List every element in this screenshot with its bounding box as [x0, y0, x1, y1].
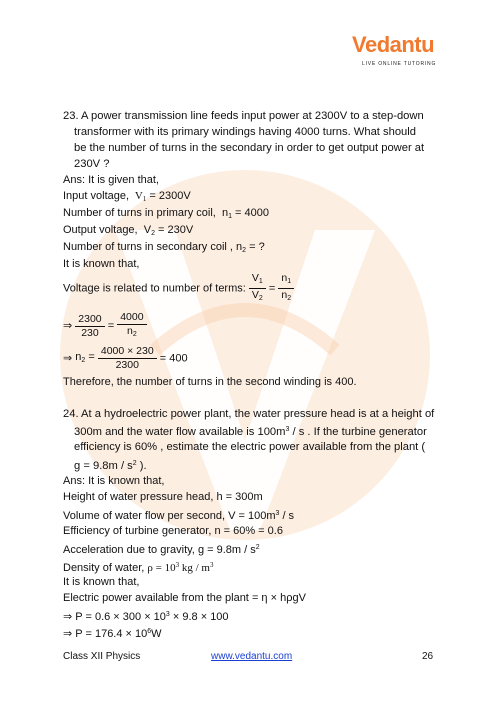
q24-line2: 300m and the water flow available is $100m^3$ / s . If the turbine generator — [74, 426, 427, 438]
q23-line2: transformer with its primary windings having 4000 turns. What should — [74, 126, 416, 138]
implies-icon: ⇒ — [63, 352, 73, 365]
q24-line2b: . If the turbine generator — [307, 426, 427, 438]
q23-conclusion-val: 400 — [335, 376, 354, 388]
implies-icon: ⇒ — [63, 611, 73, 623]
q24-eff — [63, 523, 283, 539]
q23-output: Output voltage, $V_2 = 230V$ — [63, 224, 194, 237]
q23-ans: Ans: It is given that, — [63, 174, 159, 186]
q24-calc1-text: P = 0.6 × 300 × 10 — [75, 611, 166, 623]
step1-den-l: 230 — [81, 326, 99, 339]
q23-line3: be the number of turns in the secondary in order to get output power at — [74, 142, 425, 154]
q23-primary-label: Number of turns in primary coil, — [63, 207, 216, 219]
q24-line4: $g = 9.8m / s^2$ ). — [74, 460, 147, 472]
q23-primary-val: = 4000 — [235, 207, 269, 219]
logo-tagline: LIVE ONLINE TUTORING — [362, 61, 437, 67]
q24-line3: efficiency is 60% , estimate the electric power available from the plant ( — [74, 441, 426, 453]
implies-icon: ⇒ — [63, 628, 73, 640]
q24-height — [63, 489, 263, 505]
q23-input-label: Input voltage, — [63, 190, 130, 202]
q23-line1: 23. A power transmission line feeds input power at 2300V to a step-down — [63, 110, 424, 122]
q24-line2a: 300m and the water flow available is — [74, 426, 255, 438]
q24-acc: Acceleration due to gravity, $g = 9.8m / s^2$ — [63, 544, 260, 556]
q23-secondary-val: = ? — [249, 241, 265, 253]
q23-secondary: Number of turns in secondary coil , $n_2$ = ? — [63, 241, 265, 254]
q24-calc1: ⇒ $P = 0.6 \times 300 \times 10^3 \times 9.8 \times 100$ — [63, 611, 229, 623]
q24-calc2-text: P = 176.4 × 10 — [75, 628, 148, 640]
q23-ratio: Voltage is related to number of terms: $\frac{V_1}{V_2}$ = $\frac{n_1}{n_2}$ — [63, 272, 294, 305]
q24-acc-label: Acceleration due to gravity, — [63, 544, 195, 556]
q24-calc2: ⇒ $P = 176.4 \times 10^6W$ — [63, 628, 162, 640]
q23-input: Input voltage, $V_1 = 2300V$ — [63, 190, 191, 203]
footer-url-link[interactable]: www.vedantu.com — [211, 651, 293, 662]
q24-ans: Ans: It is known that, — [63, 475, 165, 487]
q23-output-val: = 230V — [158, 224, 194, 236]
q24-known: It is known that, — [63, 576, 140, 588]
q23-conclusion: Therefore, the number of turns in the second winding is 400. — [63, 376, 357, 388]
q23-primary: Number of turns in primary coil, $n_1 = 4000$ — [63, 207, 269, 220]
logo-wordmark: Vedantu — [352, 32, 435, 57]
footer-page-number: 26 — [422, 651, 434, 662]
q23-secondary-label: Number of turns in secondary coil , — [63, 241, 233, 253]
footer-subject: Class XII Physics — [63, 651, 141, 662]
step1-num-r: 4000 — [117, 311, 146, 325]
q23-ratio-label: Voltage is related to number of terms: — [63, 282, 246, 295]
q23-output-label: Output voltage, — [63, 224, 138, 236]
q24-density-label: Density of water, — [63, 562, 145, 574]
q24-line1: 24. At a hydroelectric power plant, the water pressure head is at a height of — [63, 408, 435, 420]
q23-conclusion-text: Therefore, the number of turns in the second winding is — [63, 376, 333, 388]
q23-known: It is known that, — [63, 258, 140, 270]
q24-height-label: Height of water pressure head, — [63, 491, 214, 503]
step2-num: 4000 × 230 — [98, 345, 157, 359]
step2-den: 2300 — [115, 359, 139, 371]
q24-eff-label: Efficiency of turbine generator, — [63, 525, 212, 537]
q24-volume: Volume of water flow per second, $V = 100m^3 / s$ — [63, 510, 295, 522]
q24-calc2-tail: W — [151, 628, 162, 640]
q24-height-val: h = 300m — [216, 491, 263, 503]
q23-step1: ⇒ $\frac{2300}{230}$ = $\frac{4000}{n_2}$ — [63, 311, 147, 341]
q23-input-val: = 2300V — [149, 190, 191, 202]
q24-eff-val: n = 60% = 0.6 — [214, 525, 283, 537]
step2-result: = 400 — [159, 352, 188, 365]
q24-power-label: Electric power available from the plant — [63, 592, 249, 604]
q24-line4-text: ). — [139, 460, 147, 472]
q24-volume-label: Volume of water flow per second, — [63, 510, 226, 522]
q24-calc1-tail: × 9.8 × 100 — [169, 611, 229, 623]
implies-icon: ⇒ — [63, 320, 73, 332]
q24-density: Density of water, $\rho = 10^3$ kg / $m^3$ — [63, 561, 214, 574]
step1-num-l: 2300 — [75, 313, 104, 327]
q23-step2: ⇒ $n_2$ = $\frac{4000 \times 230}{2300}$ = 400 — [63, 345, 188, 371]
q24-power: Electric power available from the plant = η × hρgV — [63, 592, 306, 604]
q23-line4: 230V ? — [74, 158, 110, 170]
vedantu-logo — [352, 32, 452, 72]
